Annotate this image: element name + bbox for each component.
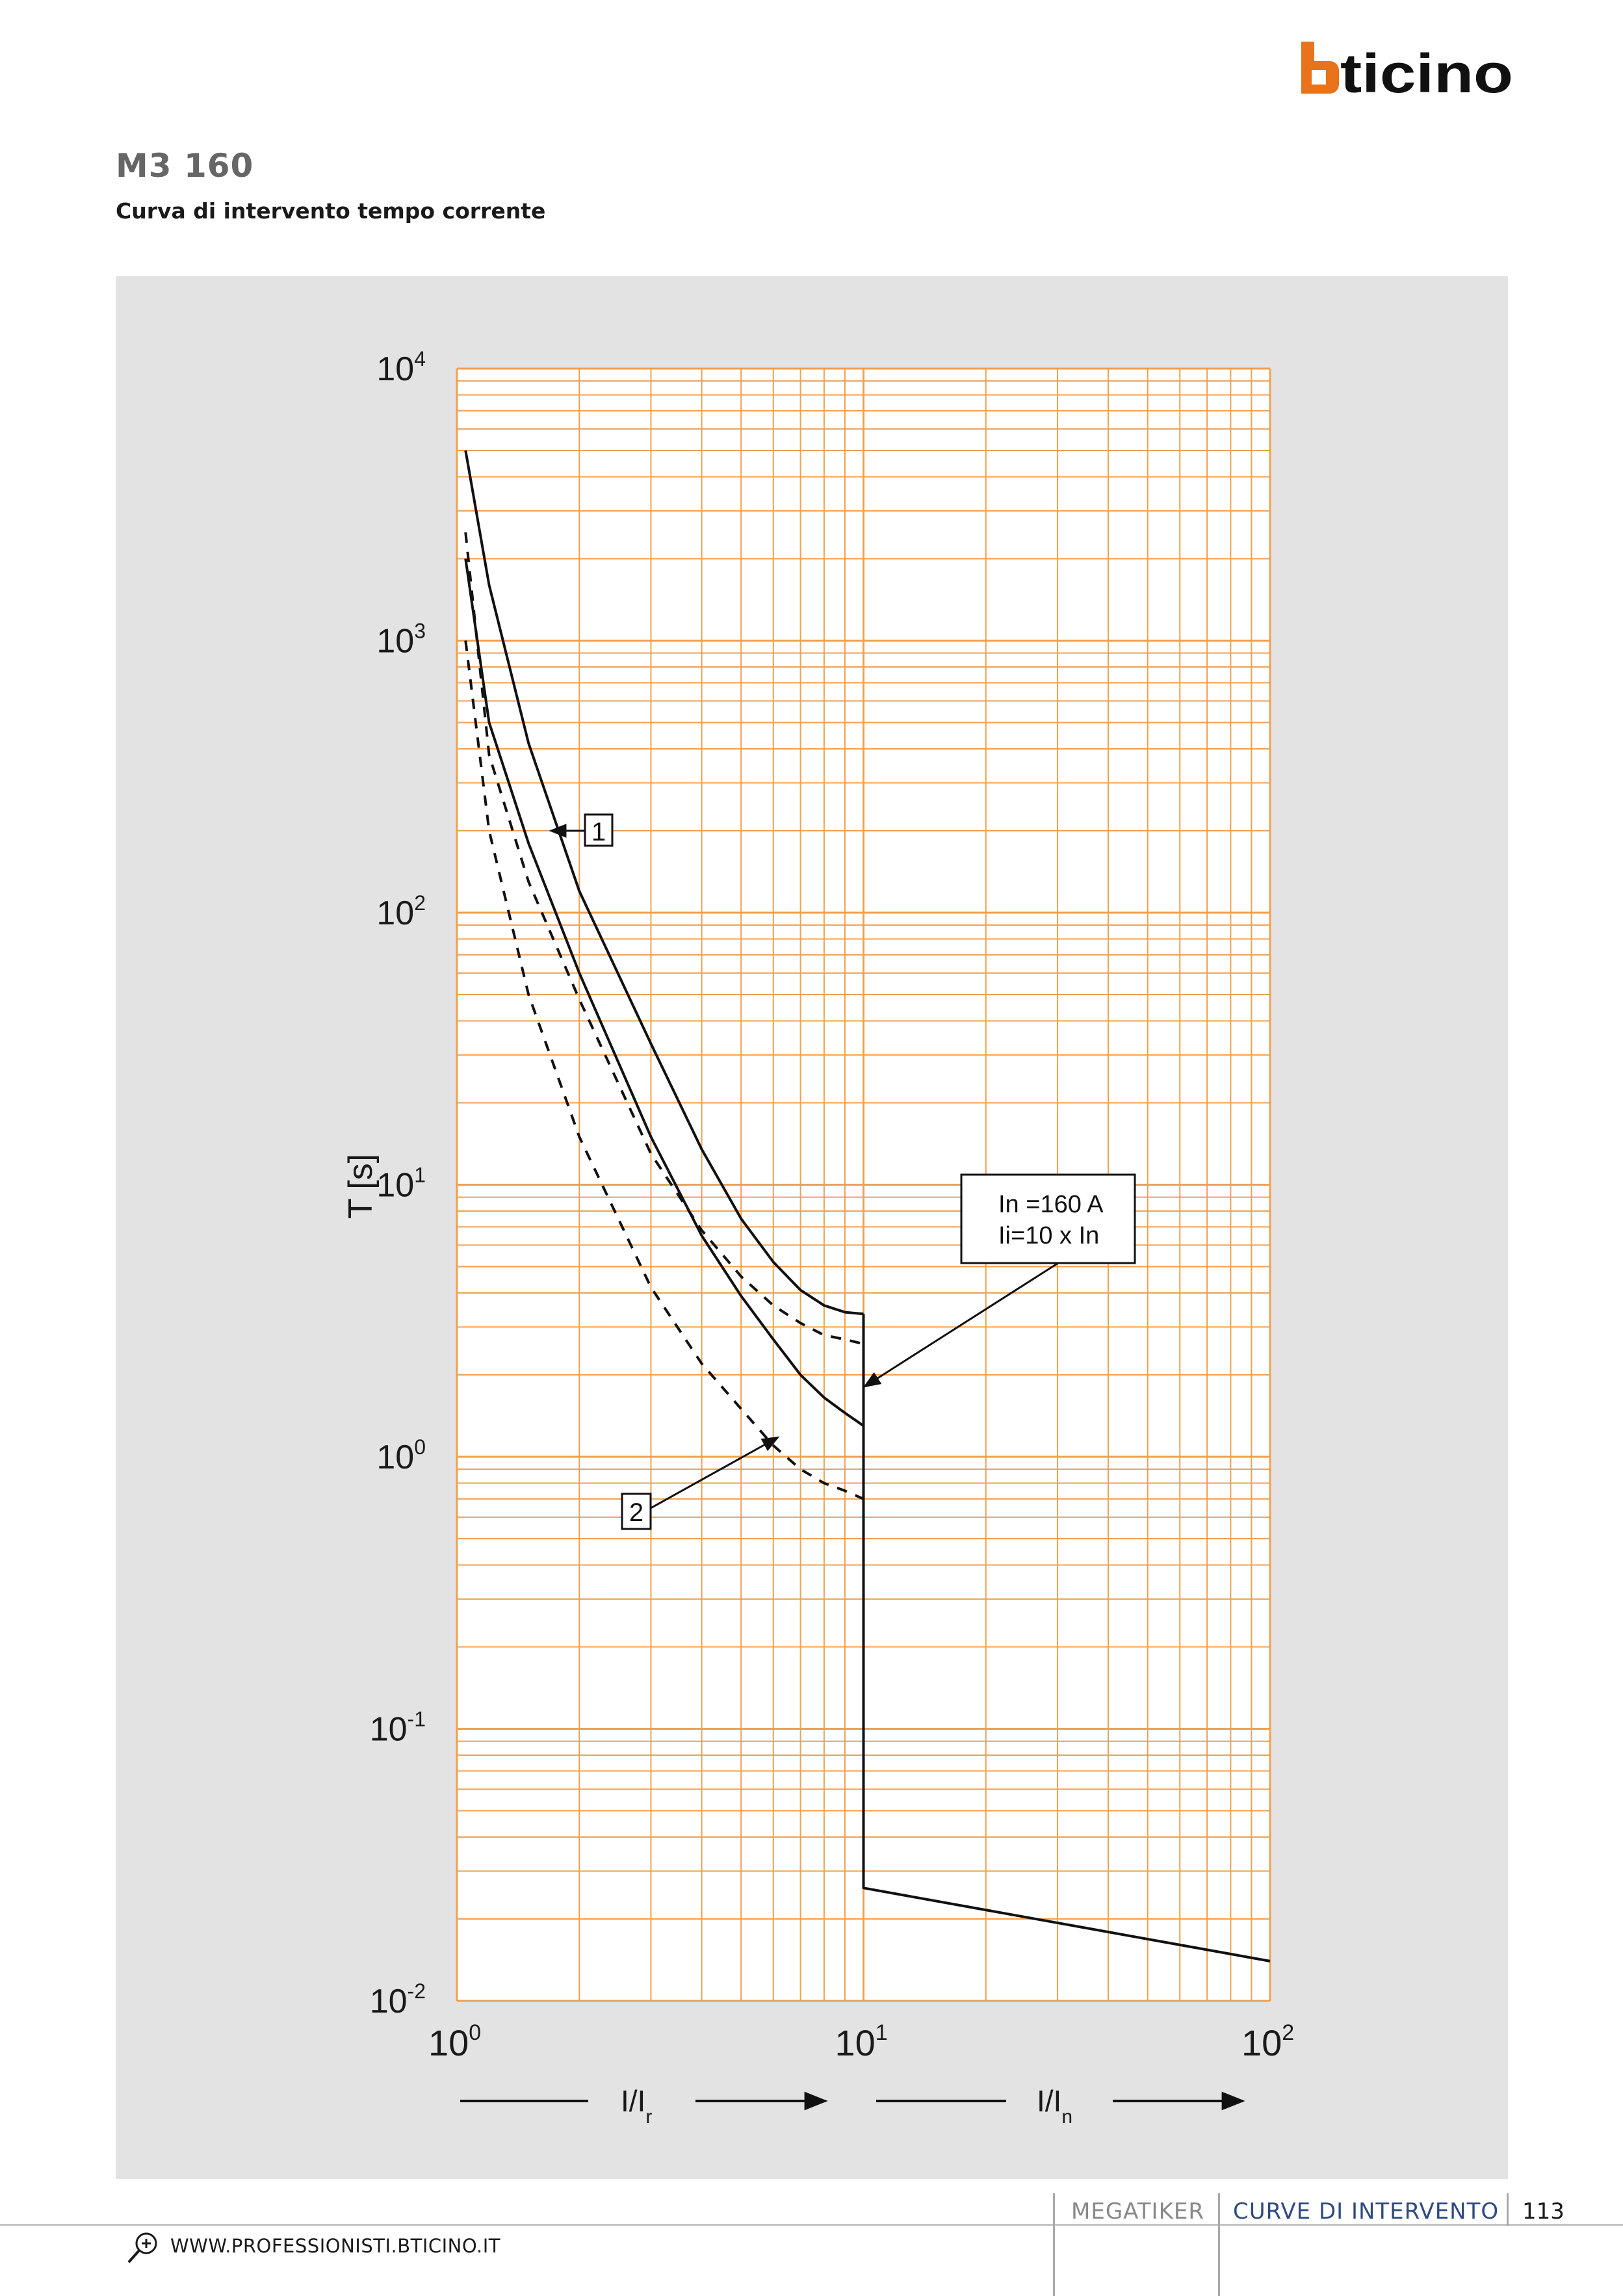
y-tick-label: $10^0$ (376, 1435, 426, 1476)
page-number: 113 (1522, 2198, 1565, 2224)
y-tick-label: $10^{-2}$ (369, 1979, 426, 2020)
footer-chapter: CURVE DI INTERVENTO (1233, 2198, 1500, 2224)
y-tick-label: $10^2$ (376, 891, 426, 932)
y-axis-label: T [s] (342, 1153, 380, 1220)
y-tick-label: $10^4$ (376, 347, 426, 388)
footer-section: MEGATIKER (1071, 2198, 1204, 2224)
annotation-label: 2 (629, 1498, 644, 1527)
rating-text: In =160 A (998, 1191, 1104, 1218)
rating-box (961, 1175, 1135, 1263)
page-title: M3 160 (116, 147, 254, 185)
footer-separator (1053, 2193, 1055, 2296)
x-tick-label: $10^1$ (835, 2020, 888, 2063)
rating-text: Ii=10 x In (998, 1222, 1100, 1249)
y-tick-label: $10^{-1}$ (369, 1707, 426, 1749)
y-tick-label: $10^3$ (376, 619, 426, 660)
x-tick-label: $10^0$ (428, 2020, 482, 2063)
website-link[interactable]: WWW.PROFESSIONISTI.BTICINO.IT (170, 2235, 501, 2257)
x-axis-label: $I/I_r$ (621, 2084, 653, 2128)
footer-separator (1218, 2193, 1220, 2296)
x-tick-label: $10^2$ (1241, 2020, 1295, 2063)
page-subtitle: Curva di intervento tempo corrente (116, 198, 546, 224)
annotation-label: 1 (591, 818, 606, 846)
y-tick-label: $10^1$ (376, 1163, 426, 1205)
magnifier-icon (125, 2230, 161, 2266)
footer-separator (1507, 2193, 1509, 2226)
svg-text:ticino: ticino (1340, 43, 1513, 99)
x-axis-label: $I/I_n$ (1037, 2084, 1073, 2128)
